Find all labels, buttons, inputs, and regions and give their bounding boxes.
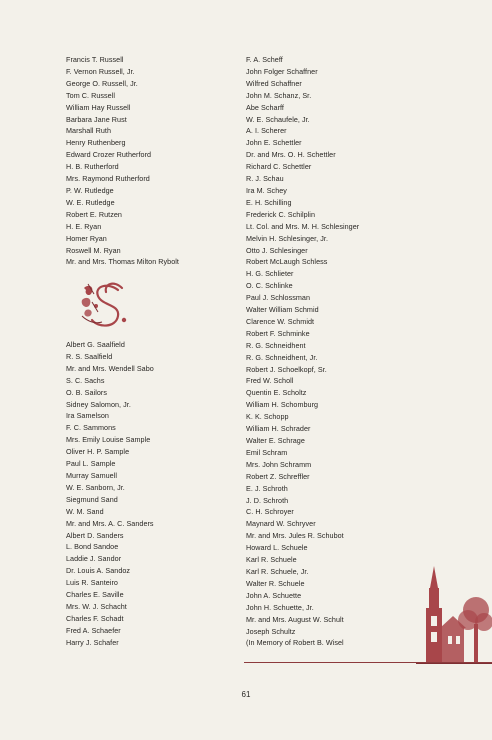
list-item: Robert F. Schminke (246, 328, 310, 338)
list-item: John Folger Schaffner (246, 66, 318, 76)
list-item: F. C. Sammons (66, 423, 116, 433)
list-item: Robert McLaugh Schless (246, 257, 328, 267)
list-item: Robert E. Rutzen (66, 209, 122, 219)
list-item: John E. Schettler (246, 138, 302, 148)
list-item: H. B. Rutherford (66, 162, 119, 172)
list-item: Albert G. Saalfield (66, 340, 125, 349)
list-item: Otto J. Schlesinger (246, 245, 308, 255)
left-column-top (66, 54, 179, 268)
list-item: Walter E. Schrage (246, 436, 305, 445)
list-item: Charles E. Saville (66, 590, 124, 600)
list-item: Charles F. Schadt (66, 613, 124, 623)
list-item: Robert J. Schoelkopf, Sr. (246, 364, 327, 374)
list-item: Barbara Jane Rust (66, 114, 127, 124)
list-item: Luis R. Santeiro (66, 578, 118, 588)
list-item: Mrs. Emily Louise Sample (66, 435, 151, 445)
list-item: O. C. Schlinke (246, 281, 293, 291)
list-item: Fred W. Scholl (246, 376, 294, 386)
list-item: Murray Samuell (66, 470, 118, 480)
list-item: Melvin H. Schlesinger, Jr. (246, 233, 328, 243)
list-item: Mr. and Mrs. A. C. Sanders (66, 518, 154, 528)
list-item: Howard L. Schuele (246, 543, 308, 553)
list-item: John A. Schuette (246, 590, 302, 600)
list-item: Roswell M. Ryan (66, 245, 121, 255)
list-item: Homer Ryan (66, 233, 107, 243)
list-item: Abe Scharff (246, 102, 284, 112)
list-item: Francis T. Russell (66, 55, 124, 64)
list-item: J. D. Schroth (246, 495, 289, 505)
list-item: Robert Z. Schreffler (246, 471, 310, 481)
list-item: Mr. and Mrs. August W. Schult (246, 614, 344, 624)
list-item: John M. Schanz, Sr. (246, 90, 312, 100)
list-item: Marshall Ruth (66, 126, 111, 136)
list-item: L. Bond Sandoe (66, 542, 119, 552)
list-item: R. J. Schau (246, 174, 284, 184)
list-item: Joseph Schultz (246, 626, 296, 636)
list-item: S. C. Sachs (66, 375, 105, 385)
list-item: Richard C. Schettler (246, 162, 312, 172)
list-item: Dr. and Mrs. O. H. Schettler (246, 150, 336, 160)
page-number: 61 (241, 690, 251, 699)
list-item: Walter William Schmid (246, 305, 319, 315)
list-item: F. Vernon Russell, Jr. (66, 66, 135, 76)
list-item: Dr. Louis A. Sandoz (66, 566, 131, 576)
list-item: Albert D. Sanders (66, 530, 124, 540)
list-item: Edward Crozer Rutherford (66, 150, 152, 160)
list-item: William H. Schomburg (246, 400, 319, 410)
list-item: Mrs. Raymond Rutherford (66, 174, 150, 184)
list-item: Mrs. John Schramm (246, 459, 312, 469)
list-item: R. G. Schneidhent (246, 340, 306, 350)
list-item: H. E. Ryan (66, 221, 102, 231)
list-item: W. E. Sanborn, Jr. (66, 482, 125, 492)
list-item: Mr. and Mrs. Wendell Sabo (66, 363, 154, 373)
list-item: Karl R. Schuele, Jr. (246, 566, 309, 576)
list-item: W. E. Rutledge (66, 197, 115, 207)
list-item: Tom C. Russell (66, 90, 116, 100)
list-item: A. I. Scherer (246, 126, 287, 136)
list-item: R. G. Schneidhent, Jr. (246, 352, 318, 362)
list-item: Mr. and Mrs. Jules R. Schubot (246, 531, 344, 541)
list-item: William Hay Russell (66, 102, 131, 112)
list-item: Mrs. W. J. Schacht (66, 601, 127, 611)
list-item: Henry Ruthenberg (66, 138, 126, 148)
list-item: Maynard W. Schryver (246, 519, 316, 529)
list-item: H. G. Schlieter (246, 269, 294, 279)
list-item: Siegmund Sand (66, 494, 118, 504)
section-rule (244, 662, 492, 663)
decorative-initial-s-icon (78, 280, 134, 332)
left-column-bottom (66, 339, 154, 649)
list-item: E. J. Schroth (246, 483, 288, 493)
list-item: Walter R. Schuele (246, 578, 305, 588)
list-item: E. H. Schilling (246, 197, 292, 207)
list-item: Harry J. Schafer (66, 637, 119, 647)
list-item: R. S. Saalfield (66, 351, 113, 361)
church-illustration-icon (416, 566, 492, 664)
list-item: Mr. and Mrs. Thomas Milton Rybolt (66, 257, 179, 267)
list-item: Clarence W. Schmidt (246, 316, 315, 326)
list-item: C. H. Schroyer (246, 507, 294, 517)
list-item: F. A. Scheff (246, 55, 283, 64)
list-item: Sidney Salomon, Jr. (66, 399, 131, 409)
list-item: Frederick C. Schilplin (246, 209, 316, 219)
list-item: P. W. Rutledge (66, 185, 114, 195)
list-item: Paul L. Sample (66, 459, 116, 469)
list-item: Quentin E. Scholtz (246, 388, 307, 398)
list-item: O. B. Sailors (66, 387, 107, 397)
list-item: Paul J. Schlossman (246, 293, 311, 303)
list-item: Emil Schram (246, 447, 288, 457)
list-item: (In Memory of Robert B. Wisel (246, 638, 344, 648)
list-item: William H. Schrader (246, 424, 311, 434)
list-item: W. E. Schaufele, Jr. (246, 114, 310, 124)
list-item: Karl R. Schuele (246, 555, 297, 565)
list-item: Lt. Col. and Mrs. M. H. Schlesinger (246, 221, 360, 231)
list-item: Ira M. Schey (246, 185, 287, 195)
list-item: Oliver H. P. Sample (66, 447, 130, 457)
list-item: George O. Russell, Jr. (66, 78, 138, 88)
list-item: K. K. Schopp (246, 412, 289, 422)
list-item: Ira Samelson (66, 411, 109, 421)
list-item: Fred A. Schaefer (66, 625, 121, 635)
list-item: Laddie J. Sandor (66, 554, 122, 564)
list-item: Wilfred Schaffner (246, 78, 302, 88)
list-item: John H. Schuette, Jr. (246, 602, 314, 612)
right-column (246, 54, 359, 649)
list-item: W. M. Sand (66, 506, 104, 516)
